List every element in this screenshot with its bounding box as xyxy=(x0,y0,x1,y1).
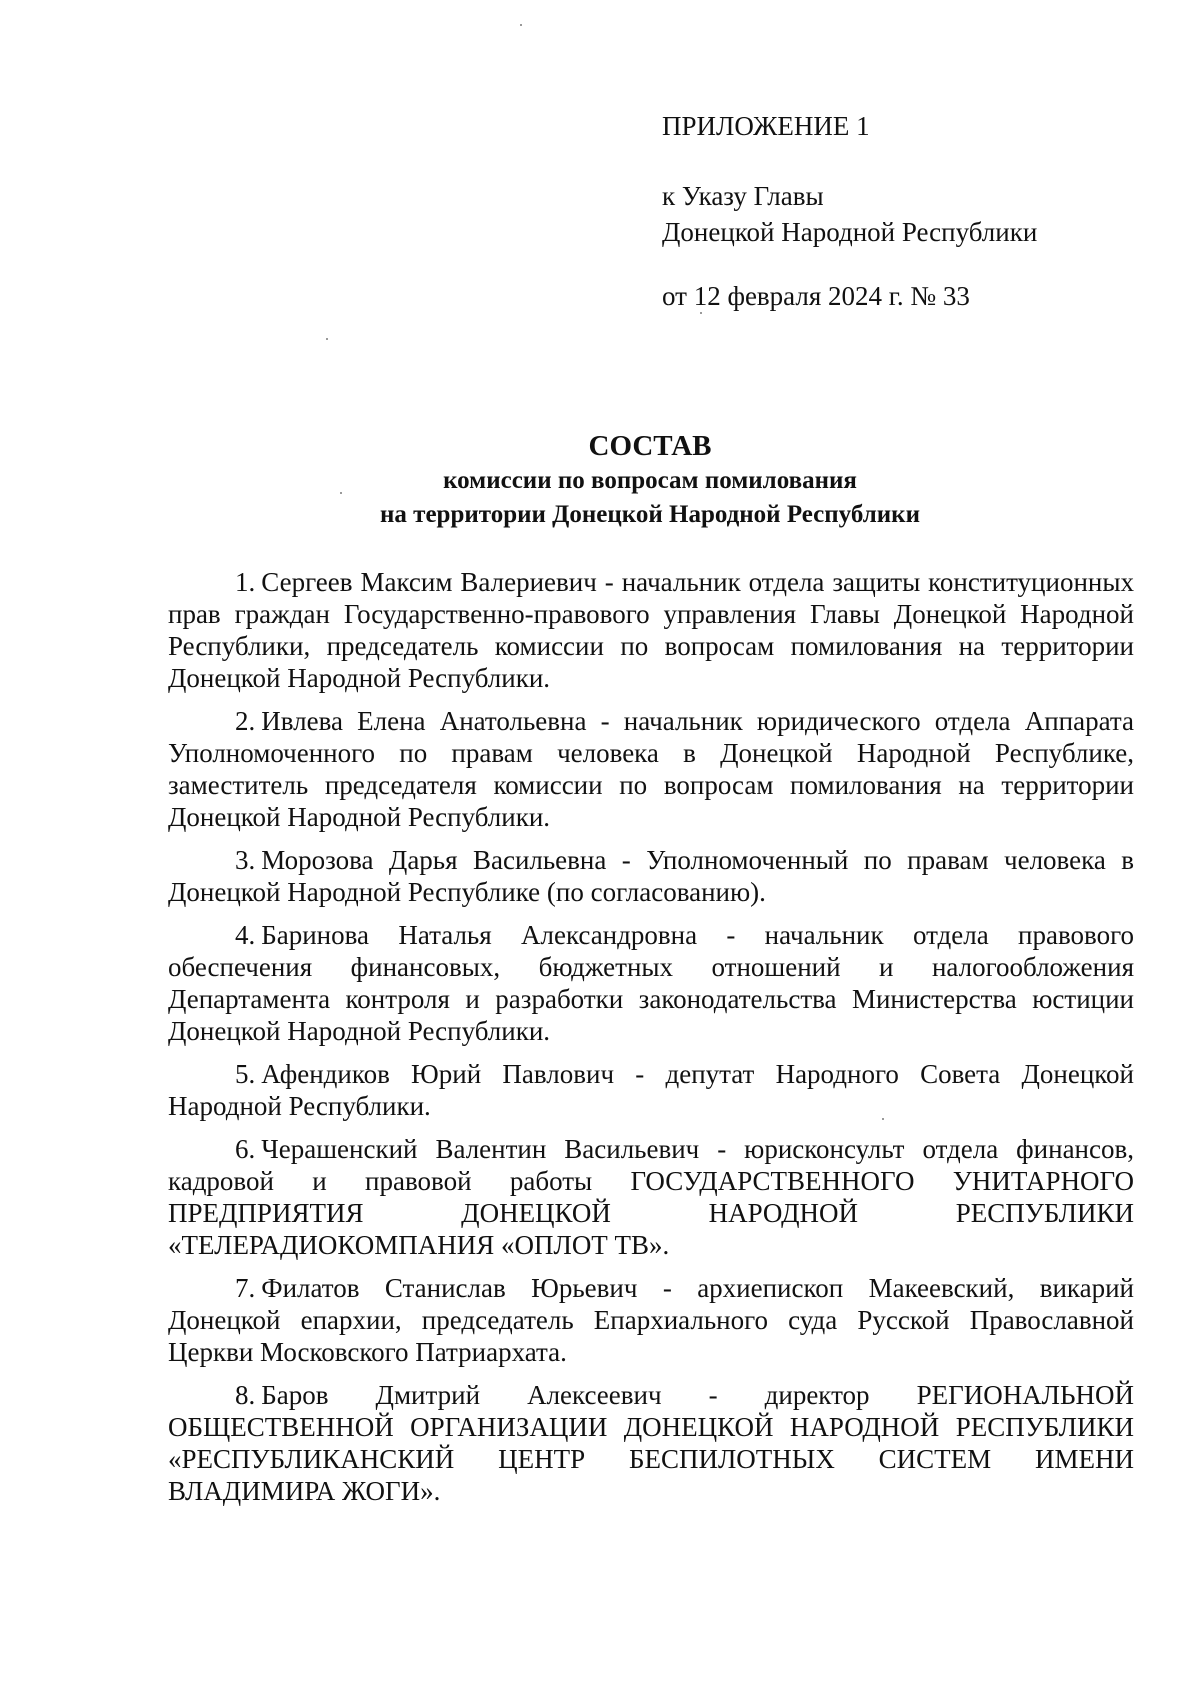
appendix-title: ПРИЛОЖЕНИЕ 1 xyxy=(662,111,870,141)
member-text: Морозова Дарья Васильевна - Уполномоченный по правам человека в Донецкой Народной Республике (по согласованию). xyxy=(168,845,1134,907)
member-item-8 xyxy=(168,1379,1134,1507)
member-number: 4. xyxy=(235,920,256,950)
member-item-5 xyxy=(168,1058,1134,1122)
member-number: 5. xyxy=(235,1059,256,1089)
heading-subtitle-line-1: комиссии по вопросам помилования xyxy=(443,467,857,494)
member-item-2 xyxy=(168,705,1134,833)
member-number: 1. xyxy=(235,567,256,597)
member-text: Сергеев Максим Валериевич - начальник отдела защиты конституционных прав граждан Государственно-правового управления Главы Донецкой Народной Республики, председатель комиссии по вопросам помилования на территории Донецкой Народной Республики. xyxy=(168,567,1134,693)
member-number: 7. xyxy=(235,1273,256,1303)
members-list xyxy=(168,566,1134,1518)
member-text: Баров Дмитрий Алексеевич - директор РЕГИОНАЛЬНОЙ ОБЩЕСТВЕННОЙ ОРГАНИЗАЦИИ ДОНЕЦКОЙ НАРОДНОЙ РЕСПУБЛИКИ «РЕСПУБЛИКАНСКИЙ ЦЕНТР БЕСПИЛОТНЫХ СИСТЕМ ИМЕНИ ВЛАДИМИРА ЖОГИ». xyxy=(168,1380,1134,1506)
member-item-4 xyxy=(168,919,1134,1047)
member-number: 8. xyxy=(235,1380,256,1410)
scan-speck xyxy=(326,338,328,340)
appendix-date-line: от 12 февраля 2024 г. № 33 xyxy=(662,281,970,311)
member-number: 3. xyxy=(235,845,256,875)
member-text: Афендиков Юрий Павлович - депутат Народного Совета Донецкой Народной Республики. xyxy=(168,1059,1134,1121)
heading-title: СОСТАВ xyxy=(588,430,712,462)
document-heading xyxy=(160,428,1140,532)
heading-subtitle-line-2: на территории Донецкой Народной Республики xyxy=(380,501,920,528)
appendix-decree-line: к Указу Главы xyxy=(662,181,824,211)
member-text: Баринова Наталья Александровна - начальник отдела правового обеспечения финансовых, бюджетных отношений и налогообложения Департамента контроля и разработки законодательства Министерства юстиции Донецкой Народной Республики. xyxy=(168,920,1134,1046)
member-text: Ивлева Елена Анатольевна - начальник юридического отдела Аппарата Уполномоченного по правам человека в Донецкой Народной Республике, заместитель председателя комиссии по вопросам помилования на территории Донецкой Народной Республики. xyxy=(168,706,1134,832)
appendix-block xyxy=(662,108,1122,314)
member-item-3 xyxy=(168,844,1134,908)
member-text: Черашенский Валентин Васильевич - юрисконсульт отдела финансов, кадровой и правовой работы ГОСУДАРСТВЕННОГО УНИТАРНОГО ПРЕДПРИЯТИЯ ДОНЕЦКОЙ НАРОДНОЙ РЕСПУБЛИКИ «ТЕЛЕРАДИОКОМПАНИЯ «ОПЛОТ ТВ». xyxy=(168,1134,1134,1260)
member-item-1 xyxy=(168,566,1134,694)
scan-speck xyxy=(520,24,522,26)
appendix-republic-line: Донецкой Народной Республики xyxy=(662,217,1038,247)
member-item-7 xyxy=(168,1272,1134,1368)
member-item-6 xyxy=(168,1133,1134,1261)
member-number: 6. xyxy=(235,1134,256,1164)
member-number: 2. xyxy=(235,706,256,736)
member-text: Филатов Станислав Юрьевич - архиепископ Макеевский, викарий Донецкой епархии, председатель Епархиального суда Русской Православной Церкви Московского Патриархата. xyxy=(168,1273,1134,1367)
